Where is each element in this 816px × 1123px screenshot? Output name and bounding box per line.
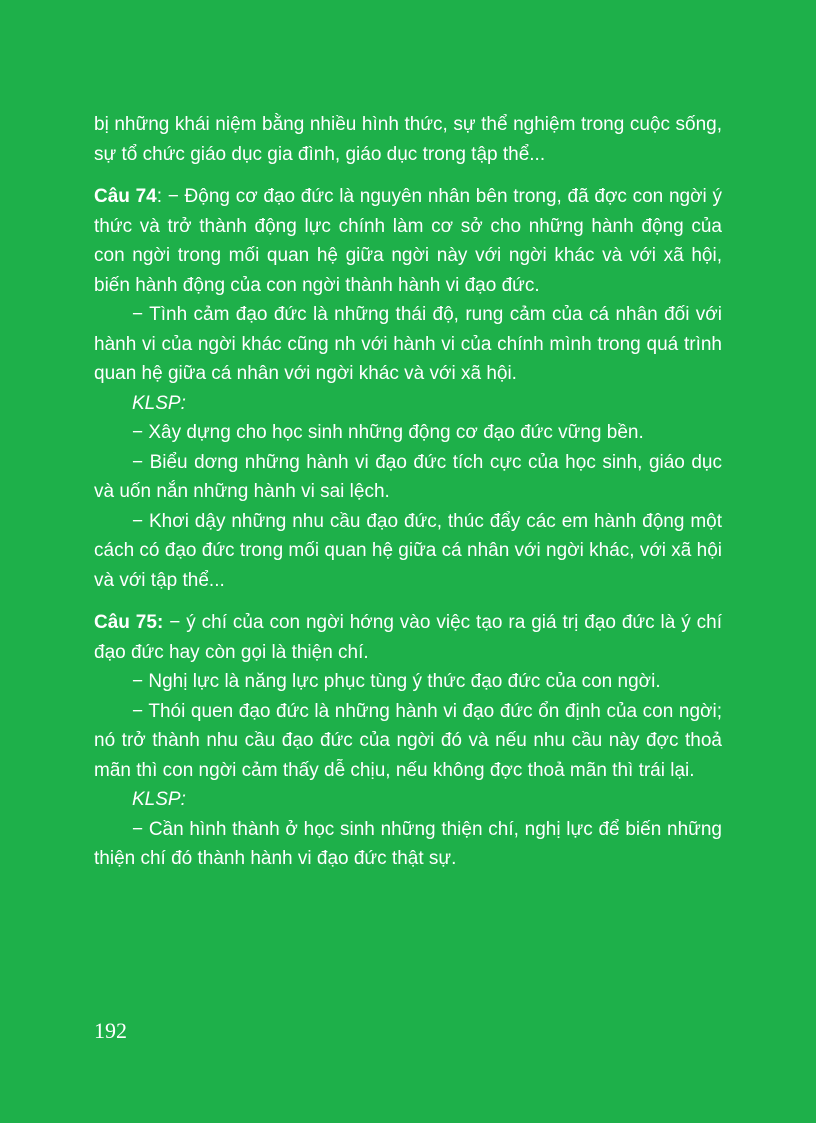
- q74-paragraph: [94, 182, 722, 300]
- q74-label: Câu 74: [94, 186, 157, 207]
- page-number: 192: [94, 1018, 127, 1043]
- q75-klsp-heading: KLSP:: [132, 789, 186, 810]
- q74-klsp-heading: KLSP:: [132, 392, 186, 414]
- q75-label: Câu 75:: [94, 612, 164, 633]
- page-body: [94, 110, 722, 874]
- q75-habit-paragraph: − Thói quen đạo đức là những hành vi đạo đức ổn định của con ngời; nó trở thành nhu cầu đạo đức của ngời đó và nếu nhu cầu này đợc thoả mãn thì con ngời cảm thấy dễ chịu, nếu không đợc thoả mãn thì trái lại.: [94, 700, 722, 781]
- q74-bullet-1: − Xây dựng cho học sinh những động cơ đạo đức vững bền.: [132, 422, 644, 443]
- q75-paragraph: [94, 608, 722, 667]
- intro-paragraph: bị những khái niệm bằng nhiều hình thức, sự thể nghiệm trong cuộc sống, sự tổ chức giáo dục gia đình, giáo dục trong tập thể...: [94, 114, 722, 165]
- q75-lead-text: − ý chí của con ngời hớng vào việc tạo ra giá trị đạo đức là ý chí đạo đức hay còn gọi là thiện chí.: [94, 612, 723, 663]
- q75-willpower-paragraph: − Nghị lực là năng lực phục tùng ý thức đạo đức của con ngời.: [132, 671, 661, 692]
- q74-lead-text: : − Động cơ đạo đức là nguyên nhân bên trong, đã đợc con ngời ý thức và trở thành động lực chính làm cơ sở cho những hành động của con ngời trong mối quan hệ giữa ngời này với ngời khác và với xã hội, biến hành động của con ngời thành hành vi đạo đức.: [94, 186, 722, 296]
- q74-bullet-2: − Biểu dơng những hành vi đạo đức tích cực của học sinh, giáo dục và uốn nắn những hành vi sai lệch.: [94, 451, 722, 502]
- q74-emotion-paragraph: − Tình cảm đạo đức là những thái độ, rung cảm của cá nhân đối với hành vi của ngời khác cũng nh với hành vi của chính mình trong quá trình quan hệ giữa cá nhân với ngời khác và với xã hội.: [94, 304, 722, 384]
- q75-bullet-1: − Cần hình thành ở học sinh những thiện chí, nghị lực để biến những thiện chí đó thành hành vi đạo đức thật sự.: [94, 818, 722, 869]
- q74-bullet-3: − Khơi dậy những nhu cầu đạo đức, thúc đẩy các em hành động một cách có đạo đức trong mối quan hệ giữa cá nhân với ngời khác, với xã hội và với tập thể...: [94, 510, 722, 591]
